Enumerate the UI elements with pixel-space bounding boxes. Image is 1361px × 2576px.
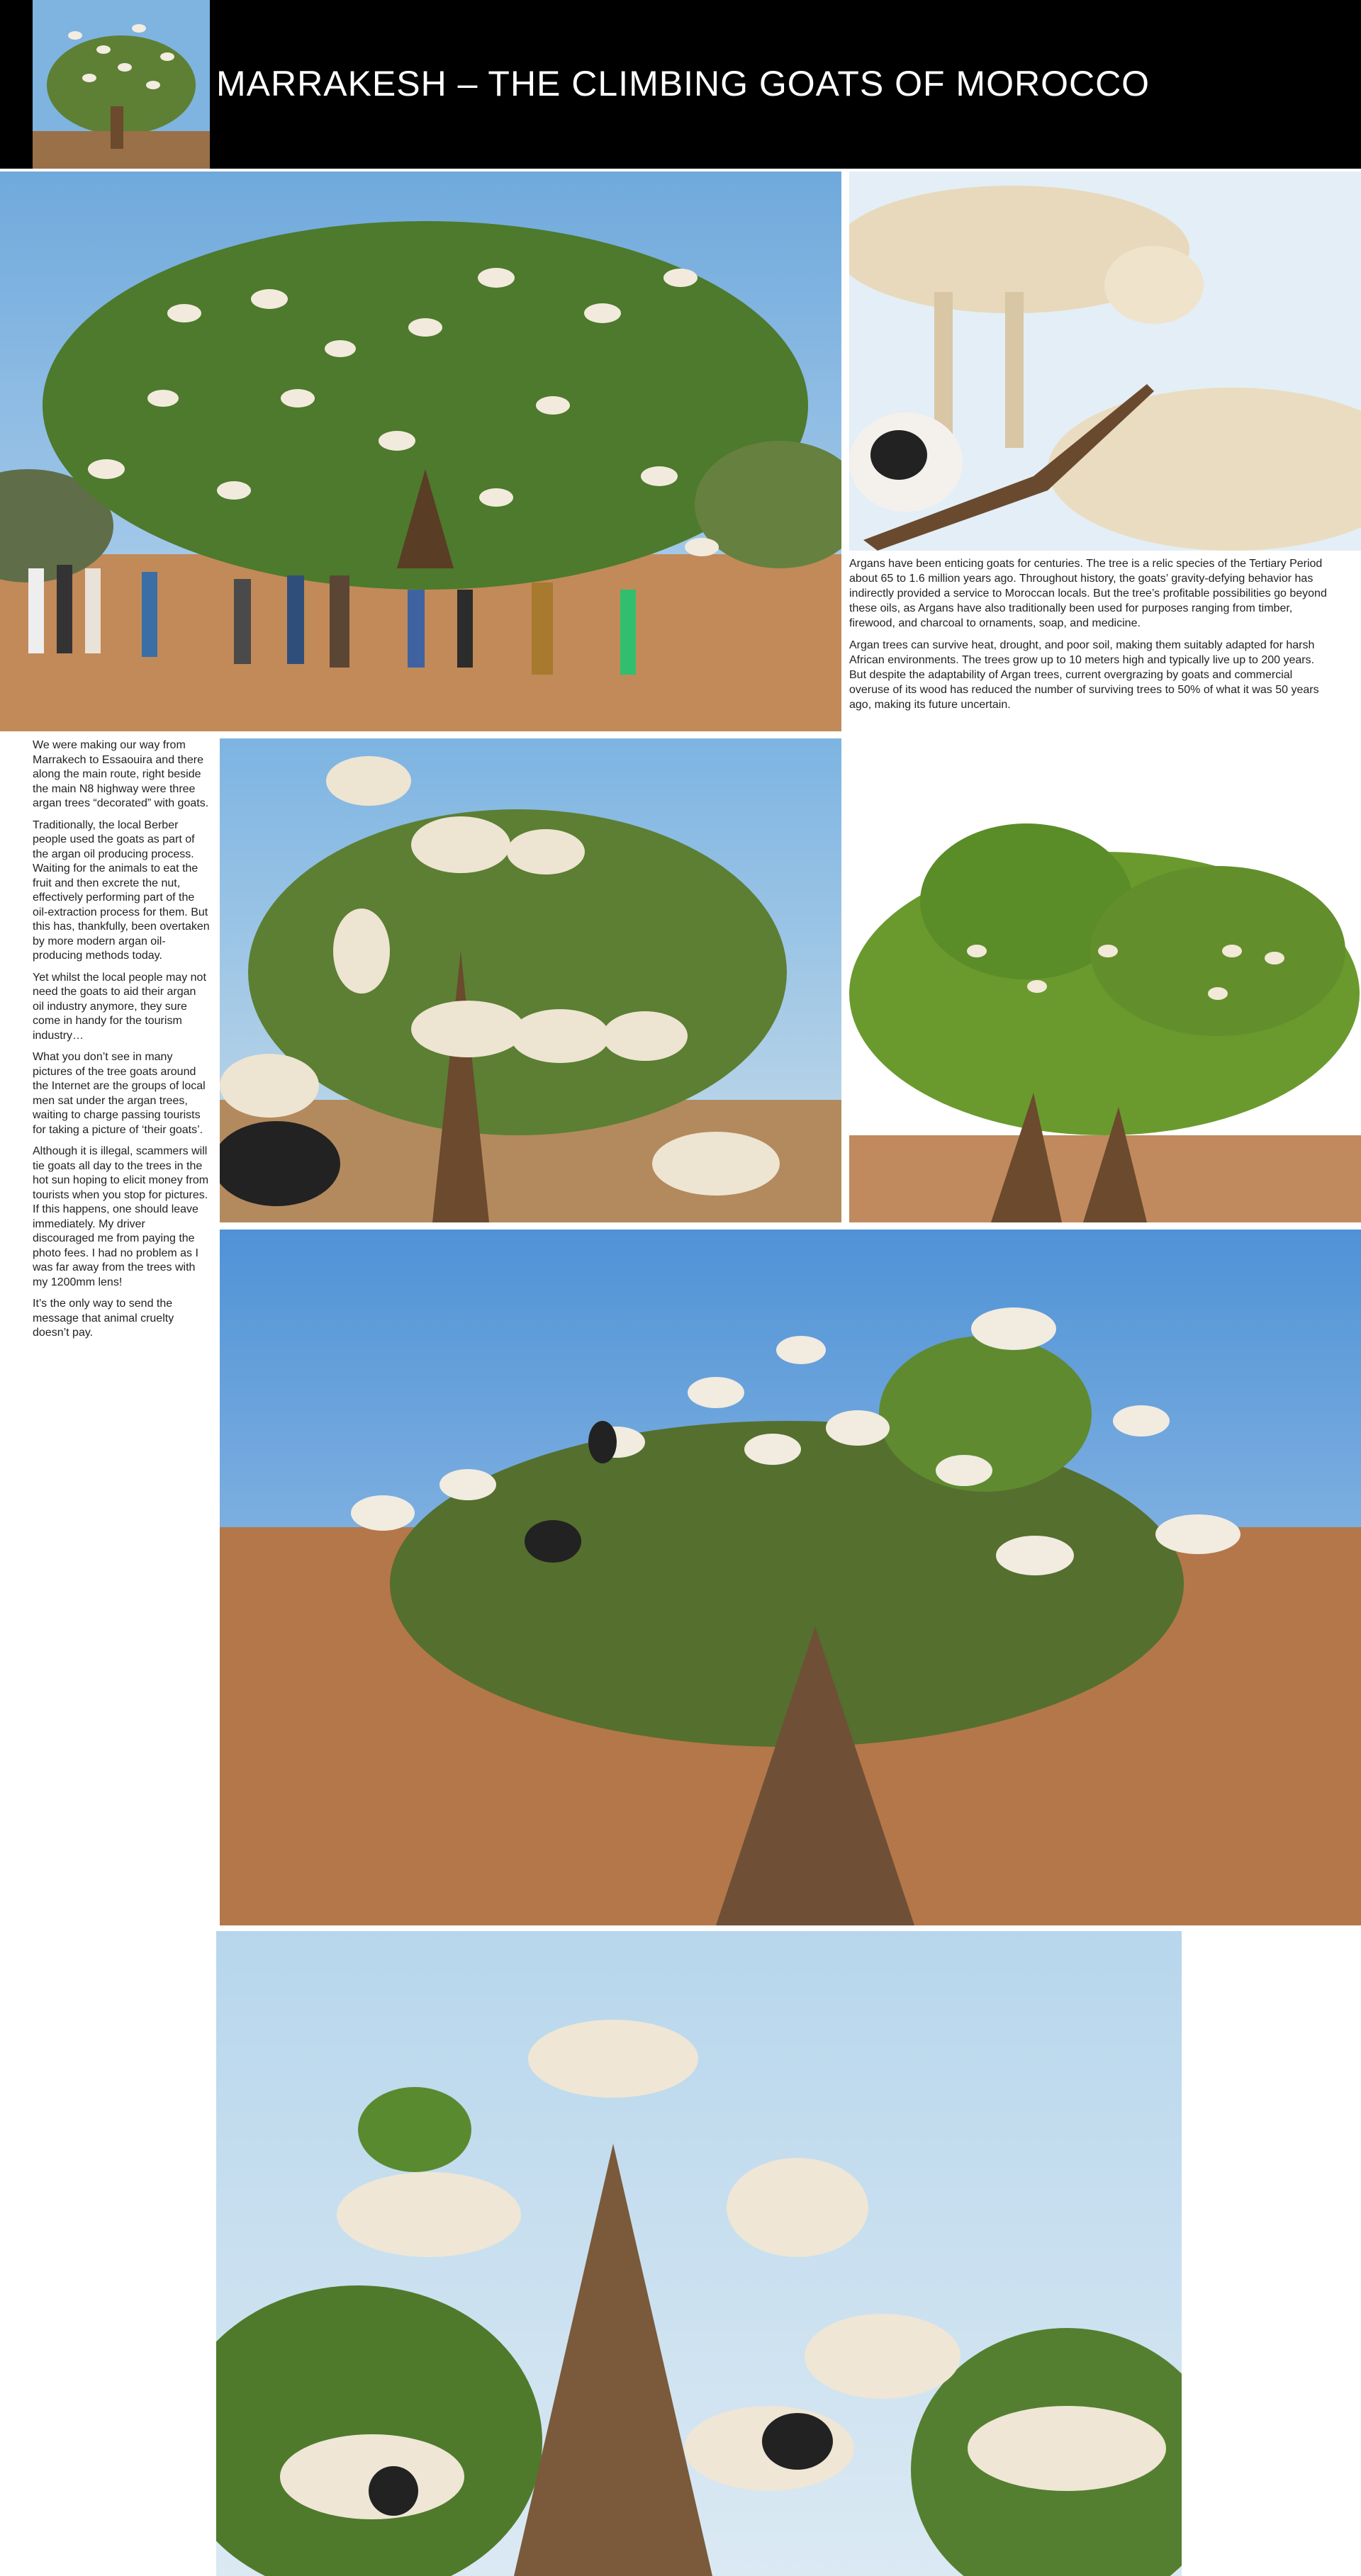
article-paragraph: Argans have been enticing goats for centuries. The tree is a relic species of the Tertiary Period about 65 to 1.6 million years ago. Throughout history, the goats’ gravity-defying behavior has indirectly provided a service to Moroccan locals. But the tree’s profitable possibilities go beyond these oils, as Argans have also traditionally been used for purposes ranging from timber, firewood, and charcoal to ornaments, soap, and medicine.: [849, 558, 1327, 629]
photo-goats-tree-sky: [220, 738, 841, 1222]
photo-goats-tree-tourists: [0, 171, 841, 731]
photo-goats-tree-wide: [220, 1230, 1361, 1925]
article-paragraph: Yet whilst the local people may not need the goats to aid their argan oil industry anymore, they sure come in handy for the tourism industry…: [33, 971, 206, 1042]
article-paragraph: Although it is illegal, scammers will tie goats all day to the trees in the hot sun hoping to elicit money from tourists when you stop for pictures. If this happens, one should leave immediately. My driver discouraged me from paying the photo fees. I had no problem as I was far away from the trees with my 1200mm lens!: [33, 1145, 209, 1288]
article-paragraph: We were making our way from Marrakech to Essaouira and there along the main route, right beside the main N8 highway were three argan trees “decorated” with goats.: [33, 739, 209, 809]
goat-tree-thumbnail: [33, 0, 210, 169]
article-right-column: [849, 556, 1331, 769]
article-left-column: [33, 738, 210, 1589]
photo-green-argan-tree: [849, 738, 1361, 1222]
photo-goat-closeup-branch: [849, 171, 1361, 551]
article-paragraph: Argan trees can survive heat, drought, and poor soil, making them suitably adapted for harsh African environments. The trees grow up to 10 meters high and typically live up to 200 years. But despite the adaptability of Argan trees, current overgrazing by goats and commercial overuse of its wood has reduced the number of surviving trees to 50% of what it was 50 years ago, making its future uncertain.: [849, 639, 1319, 711]
photo-goats-tree-closeup: [216, 1931, 1182, 2576]
article-paragraph: What you don’t see in many pictures of the tree goats around the Internet are the groups of local men sat under the argan trees, waiting to charge passing tourists for taking a picture of ‘their goats’.: [33, 1051, 206, 1136]
header-bar: [0, 0, 1361, 169]
article-paragraph: It’s the only way to send the message that animal cruelty doesn’t pay.: [33, 1298, 174, 1339]
article-paragraph: Traditionally, the local Berber people used the goats as part of the argan oil producing process. Waiting for the animals to eat the fruit and then excrete the nut, effectively performing part of the oil-extraction process for them. But this has, thankfully, been overtaken by more modern argan oil-producing methods today.: [33, 819, 210, 962]
page-title: MARRAKESH – THE CLIMBING GOATS OF MOROCCO: [216, 64, 1150, 103]
